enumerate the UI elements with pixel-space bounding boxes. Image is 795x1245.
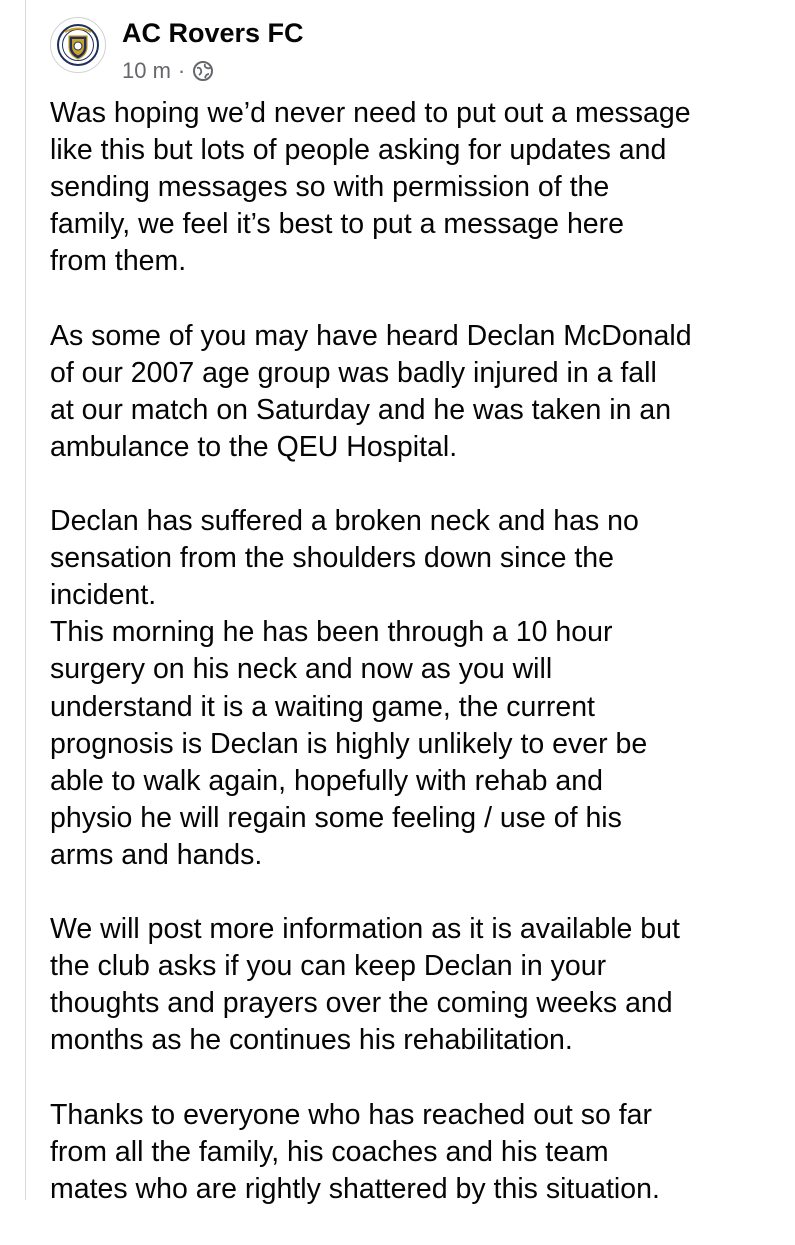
- page-name-link[interactable]: AC Rovers FC: [122, 18, 304, 48]
- text-line: able to walk again, hopefully with rehab and: [50, 764, 603, 797]
- text-line: understand it is a waiting game, the current: [50, 690, 595, 723]
- text-line: sending messages so with permission of the: [50, 171, 610, 204]
- text-line: of our 2007 age group was badly injured in a fall: [50, 356, 657, 389]
- text-line: the club asks if you can keep Declan in your: [50, 950, 607, 983]
- text-line: ambulance to the QEU Hospital.: [50, 430, 458, 463]
- post-body-text: [50, 95, 780, 1245]
- post-header: [50, 16, 304, 88]
- post-paragraph: [50, 1097, 780, 1208]
- text-line: from them.: [50, 245, 187, 278]
- post-card: [25, 0, 793, 1205]
- text-line: Was hoping we’d never need to put out a message: [50, 97, 691, 129]
- text-line: surgery on his neck and now as you will: [50, 653, 553, 686]
- text-line: Thanks to everyone who has reached out so far: [50, 1098, 653, 1131]
- text-line: thoughts and prayers over the coming weeks and: [50, 987, 673, 1020]
- text-line: physio he will regain some feeling / use of his: [50, 801, 622, 834]
- page-avatar[interactable]: [50, 17, 106, 73]
- text-line: months as he continues his rehabilitation.: [50, 1024, 573, 1057]
- text-line: This morning he has been through a 10 hour: [50, 616, 613, 649]
- text-line: family, we feel it’s best to put a message here: [50, 208, 624, 241]
- text-line: mates who are rightly shattered by this situation.: [50, 1172, 660, 1205]
- post-timestamp[interactable]: 10 m: [122, 58, 171, 83]
- post-paragraph: [50, 911, 780, 1059]
- text-line: Declan has suffered a broken neck and has no: [50, 505, 639, 538]
- text-line: sensation from the shoulders down since the: [50, 542, 614, 575]
- text-line: prognosis is Declan is highly unlikely to ever be: [50, 727, 648, 760]
- post-paragraph: [50, 503, 780, 874]
- globe-icon[interactable]: [192, 60, 214, 82]
- text-line: arms and hands.: [50, 838, 263, 871]
- club-crest-icon: [56, 23, 100, 67]
- meta-separator: ·: [177, 58, 186, 83]
- text-line: We will post more information as it is available but: [50, 913, 680, 946]
- text-line: As some of you may have heard Declan McDonald: [50, 319, 692, 352]
- text-line: from all the family, his coaches and his team: [50, 1135, 609, 1168]
- post-paragraph: [50, 318, 780, 466]
- post-meta: [122, 16, 304, 84]
- text-line: at our match on Saturday and he was taken in an: [50, 393, 672, 426]
- post-paragraph: [50, 95, 780, 280]
- post-time-row: [122, 58, 304, 84]
- text-line: incident.: [50, 579, 157, 612]
- text-line: like this but lots of people asking for updates and: [50, 134, 667, 167]
